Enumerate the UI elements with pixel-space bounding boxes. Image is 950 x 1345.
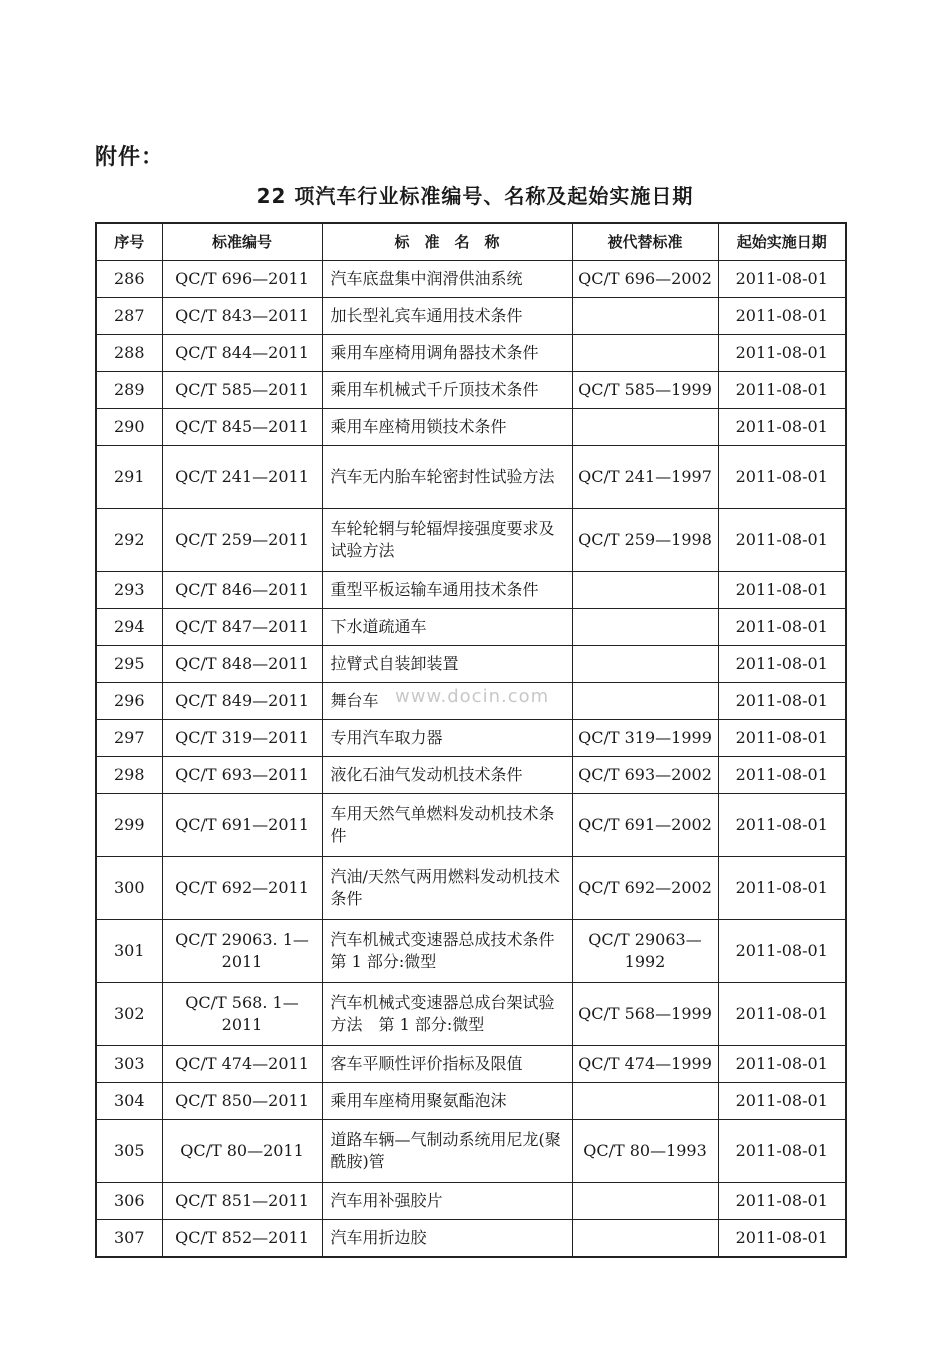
standard-code-cell: QC/T 80—2011: [162, 1120, 322, 1183]
standard-name-cell: 道路车辆—气制动系统用尼龙(聚酰胺)管: [322, 1120, 572, 1183]
effective-date-cell: 2011-08-01: [718, 409, 846, 446]
replaced-standard-cell: [572, 609, 718, 646]
header-standard-code: 标准编号: [162, 223, 322, 261]
effective-date-cell: 2011-08-01: [718, 683, 846, 720]
replaced-standard-cell: [572, 1183, 718, 1220]
effective-date-cell: 2011-08-01: [718, 1183, 846, 1220]
standard-name-cell: 汽车底盘集中润滑供油系统: [322, 261, 572, 298]
standard-name-cell: 乘用车机械式千斤顶技术条件: [322, 372, 572, 409]
serial-no-cell: 302: [96, 983, 162, 1046]
serial-no-cell: 289: [96, 372, 162, 409]
standard-code-cell: QC/T 691—2011: [162, 794, 322, 857]
watermark: www.docin.com: [395, 686, 550, 707]
effective-date-cell: 2011-08-01: [718, 857, 846, 920]
table-row: [96, 572, 846, 609]
serial-no-cell: 300: [96, 857, 162, 920]
effective-date-cell: 2011-08-01: [718, 720, 846, 757]
standard-code-cell: QC/T 585—2011: [162, 372, 322, 409]
standard-code-cell: QC/T 692—2011: [162, 857, 322, 920]
table-row: [96, 920, 846, 983]
serial-no-cell: 303: [96, 1046, 162, 1083]
standard-name-cell: 乘用车座椅用聚氨酯泡沫: [322, 1083, 572, 1120]
serial-no-cell: 292: [96, 509, 162, 572]
serial-no-cell: 304: [96, 1083, 162, 1120]
standard-name-cell: 汽车机械式变速器总成技术条件 第 1 部分:微型: [322, 920, 572, 983]
standard-name-cell: 舞台车: [322, 683, 572, 720]
effective-date-cell: 2011-08-01: [718, 1220, 846, 1258]
effective-date-cell: 2011-08-01: [718, 446, 846, 509]
table-row: [96, 509, 846, 572]
replaced-standard-cell: QC/T 585—1999: [572, 372, 718, 409]
replaced-standard-cell: [572, 409, 718, 446]
serial-no-cell: 288: [96, 335, 162, 372]
standard-code-cell: QC/T 693—2011: [162, 757, 322, 794]
effective-date-cell: 2011-08-01: [718, 920, 846, 983]
replaced-standard-cell: QC/T 696—2002: [572, 261, 718, 298]
effective-date-cell: 2011-08-01: [718, 1120, 846, 1183]
effective-date-cell: 2011-08-01: [718, 509, 846, 572]
standard-code-cell: QC/T 852—2011: [162, 1220, 322, 1258]
table-row: [96, 372, 846, 409]
standard-code-cell: QC/T 259—2011: [162, 509, 322, 572]
effective-date-cell: 2011-08-01: [718, 1083, 846, 1120]
standard-code-cell: QC/T 319—2011: [162, 720, 322, 757]
table-row: [96, 335, 846, 372]
standard-name-cell: 加长型礼宾车通用技术条件: [322, 298, 572, 335]
effective-date-cell: 2011-08-01: [718, 983, 846, 1046]
table-row: [96, 1120, 846, 1183]
table-row: [96, 1083, 846, 1120]
standard-name-cell: 重型平板运输车通用技术条件: [322, 572, 572, 609]
standard-name-cell: 汽油/天然气两用燃料发动机技术条件: [322, 857, 572, 920]
standard-name-cell: 专用汽车取力器: [322, 720, 572, 757]
serial-no-cell: 298: [96, 757, 162, 794]
effective-date-cell: 2011-08-01: [718, 1046, 846, 1083]
effective-date-cell: 2011-08-01: [718, 609, 846, 646]
table-row: [96, 1183, 846, 1220]
serial-no-cell: 291: [96, 446, 162, 509]
standard-code-cell: QC/T 849—2011: [162, 683, 322, 720]
standard-code-cell: QC/T 851—2011: [162, 1183, 322, 1220]
table-row: [96, 857, 846, 920]
standard-code-cell: QC/T 843—2011: [162, 298, 322, 335]
serial-no-cell: 290: [96, 409, 162, 446]
standard-code-cell: QC/T 474—2011: [162, 1046, 322, 1083]
replaced-standard-cell: QC/T 693—2002: [572, 757, 718, 794]
replaced-standard-cell: [572, 298, 718, 335]
standard-code-cell: QC/T 844—2011: [162, 335, 322, 372]
table-row: [96, 1046, 846, 1083]
serial-no-cell: 286: [96, 261, 162, 298]
effective-date-cell: 2011-08-01: [718, 261, 846, 298]
standard-name-cell: 车轮轮辋与轮辐焊接强度要求及试验方法: [322, 509, 572, 572]
standard-name-cell: 汽车无内胎车轮密封性试验方法: [322, 446, 572, 509]
replaced-standard-cell: [572, 572, 718, 609]
standard-name-cell: 车用天然气单燃料发动机技术条件: [322, 794, 572, 857]
standard-name-cell: 乘用车座椅用调角器技术条件: [322, 335, 572, 372]
standard-code-cell: QC/T 847—2011: [162, 609, 322, 646]
replaced-standard-cell: QC/T 241—1997: [572, 446, 718, 509]
serial-no-cell: 297: [96, 720, 162, 757]
replaced-standard-cell: QC/T 474—1999: [572, 1046, 718, 1083]
header-standard-name: 标 准 名 称: [322, 223, 572, 261]
replaced-standard-cell: QC/T 691—2002: [572, 794, 718, 857]
serial-no-cell: 307: [96, 1220, 162, 1258]
replaced-standard-cell: [572, 335, 718, 372]
standard-name-cell: 拉臂式自装卸装置: [322, 646, 572, 683]
standard-name-cell: 汽车用折边胶: [322, 1220, 572, 1258]
table-row: [96, 409, 846, 446]
standard-name-cell: 客车平顺性评价指标及限值: [322, 1046, 572, 1083]
header-serial-no: 序号: [96, 223, 162, 261]
replaced-standard-cell: QC/T 692—2002: [572, 857, 718, 920]
serial-no-cell: 293: [96, 572, 162, 609]
serial-no-cell: 287: [96, 298, 162, 335]
table-row: [96, 683, 846, 720]
header-effective-date: 起始实施日期: [718, 223, 846, 261]
replaced-standard-cell: QC/T 568—1999: [572, 983, 718, 1046]
document-title: 22 项汽车行业标准编号、名称及起始实施日期: [256, 184, 694, 208]
table-row: [96, 720, 846, 757]
table-row: [96, 794, 846, 857]
standards-table: [95, 222, 847, 1258]
standard-name-cell: 下水道疏通车: [322, 609, 572, 646]
standard-name-cell: 汽车机械式变速器总成台架试验方法 第 1 部分:微型: [322, 983, 572, 1046]
table-body: [96, 261, 846, 1258]
replaced-standard-cell: QC/T 259—1998: [572, 509, 718, 572]
serial-no-cell: 299: [96, 794, 162, 857]
table-row: [96, 261, 846, 298]
serial-no-cell: 295: [96, 646, 162, 683]
effective-date-cell: 2011-08-01: [718, 757, 846, 794]
table-row: [96, 757, 846, 794]
effective-date-cell: 2011-08-01: [718, 335, 846, 372]
serial-no-cell: 306: [96, 1183, 162, 1220]
standard-name-cell: 液化石油气发动机技术条件: [322, 757, 572, 794]
standard-code-cell: QC/T 568. 1—2011: [162, 983, 322, 1046]
standard-name-cell: 乘用车座椅用锁技术条件: [322, 409, 572, 446]
replaced-standard-cell: [572, 1220, 718, 1258]
standard-code-cell: QC/T 848—2011: [162, 646, 322, 683]
effective-date-cell: 2011-08-01: [718, 646, 846, 683]
standard-name-cell: 汽车用补强胶片: [322, 1183, 572, 1220]
serial-no-cell: 294: [96, 609, 162, 646]
table-header-row: [96, 223, 846, 261]
effective-date-cell: 2011-08-01: [718, 572, 846, 609]
table-row: [96, 646, 846, 683]
effective-date-cell: 2011-08-01: [718, 794, 846, 857]
table-row: [96, 983, 846, 1046]
serial-no-cell: 296: [96, 683, 162, 720]
standard-code-cell: QC/T 241—2011: [162, 446, 322, 509]
standard-code-cell: QC/T 29063. 1—2011: [162, 920, 322, 983]
table-row: [96, 298, 846, 335]
replaced-standard-cell: QC/T 319—1999: [572, 720, 718, 757]
serial-no-cell: 301: [96, 920, 162, 983]
table-row: [96, 1220, 846, 1258]
standard-code-cell: QC/T 845—2011: [162, 409, 322, 446]
standard-code-cell: QC/T 850—2011: [162, 1083, 322, 1120]
standard-code-cell: QC/T 846—2011: [162, 572, 322, 609]
table-row: [96, 446, 846, 509]
replaced-standard-cell: [572, 1083, 718, 1120]
header-replaced-standard: 被代替标准: [572, 223, 718, 261]
effective-date-cell: 2011-08-01: [718, 298, 846, 335]
attachment-label: 附件：: [95, 145, 165, 170]
replaced-standard-cell: QC/T 80—1993: [572, 1120, 718, 1183]
replaced-standard-cell: [572, 683, 718, 720]
replaced-standard-cell: QC/T 29063—1992: [572, 920, 718, 983]
serial-no-cell: 305: [96, 1120, 162, 1183]
effective-date-cell: 2011-08-01: [718, 372, 846, 409]
table-row: [96, 609, 846, 646]
replaced-standard-cell: [572, 646, 718, 683]
standard-code-cell: QC/T 696—2011: [162, 261, 322, 298]
